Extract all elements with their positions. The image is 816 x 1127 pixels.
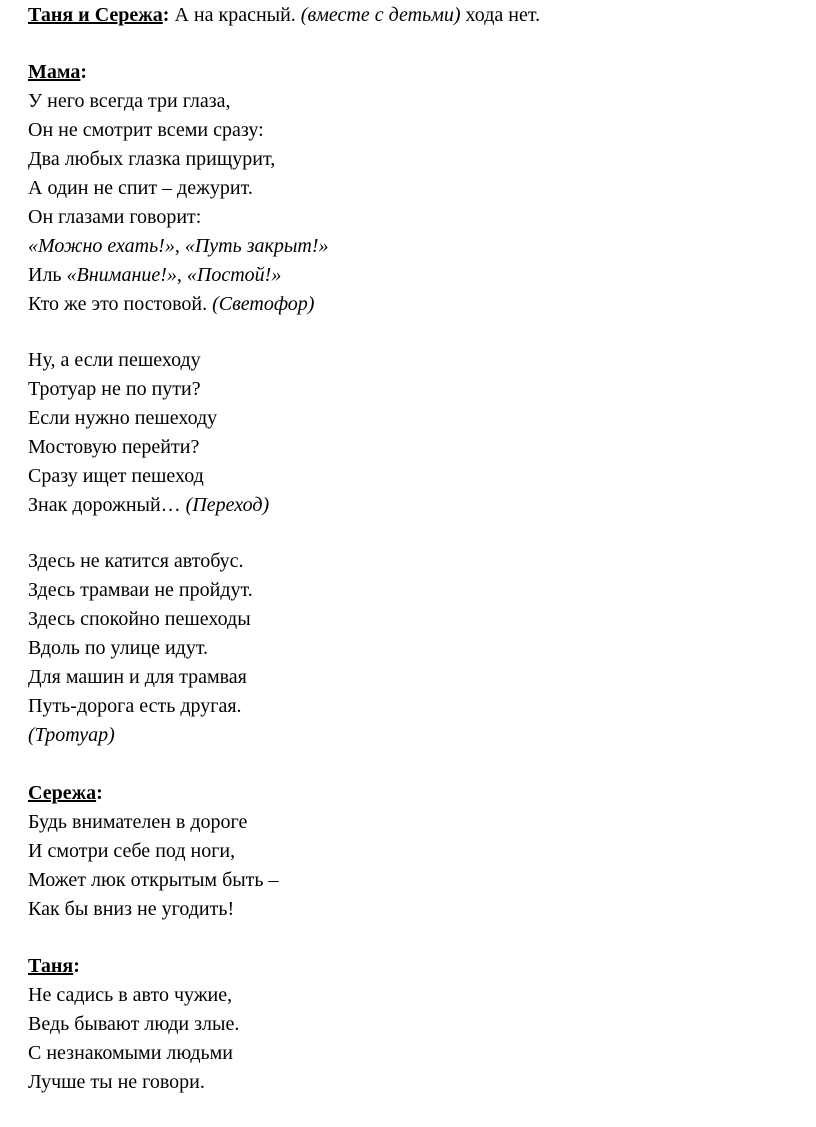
verse-line: Тротуар не по пути? [28, 378, 201, 400]
verse-line: Ну, а если пешеходу [28, 349, 201, 371]
speaker-heading: Сережа: [28, 782, 103, 804]
speaker-heading: Таня: [28, 955, 80, 977]
quote-text: «Можно ехать!» [28, 235, 175, 257]
verse-text: Знак дорожный… [28, 494, 181, 516]
verse-line [28, 493, 269, 517]
intro-text-end: хода нет. [465, 4, 541, 26]
verse-line: Путь-дорога есть другая. [28, 695, 242, 717]
verse-text: Кто же это постовой. [28, 293, 208, 315]
speaker-tanya-seryozha: Таня и Сережа [28, 4, 163, 26]
verse-line: Ведь бывают люди злые. [28, 1013, 240, 1035]
verse-line: У него всегда три глаза, [28, 90, 231, 112]
verse-line: Мостовую перейти? [28, 436, 200, 458]
verse-text: Иль [28, 264, 62, 286]
verse-line: Он не смотрит всеми сразу: [28, 119, 264, 141]
speaker-tanya: Таня [28, 955, 74, 977]
verse-line: Здесь не катится автобус. [28, 550, 244, 572]
verse-line: С незнакомыми людьми [28, 1042, 233, 1064]
verse-line: Будь внимателен в дороге [28, 811, 248, 833]
quote-text: «Внимание!» [66, 264, 177, 286]
verse-line: Может люк открытым быть – [28, 869, 279, 891]
verse-line: Два любых глазка прищурит, [28, 148, 276, 170]
verse-line: Сразу ищет пешеход [28, 465, 204, 487]
intro-text: А на красный. [174, 4, 296, 26]
verse-line: Здесь спокойно пешеходы [28, 608, 251, 630]
verse-line: Как бы вниз не угодить! [28, 898, 235, 920]
verse-line: Не садись в авто чужие, [28, 984, 233, 1006]
riddle-answer: (Светофор) [212, 293, 315, 315]
quote-text: «Путь закрыт!» [184, 235, 329, 257]
verse-line: Если нужно пешеходу [28, 407, 218, 429]
verse-line: Здесь трамваи не пройдут. [28, 579, 253, 601]
verse-line: Он глазами говорит: [28, 206, 202, 228]
verse-line: А один не спит – дежурит. [28, 177, 253, 199]
quote-text: «Постой!» [186, 264, 282, 286]
verse-line: Вдоль по улице идут. [28, 637, 209, 659]
verse-line: Для машин и для трамвая [28, 666, 247, 688]
verse-line: Лучше ты не говори. [28, 1071, 205, 1093]
speaker-mama: Мама [28, 61, 81, 83]
intro-stage-direction: (вместе с детьми) [300, 4, 461, 26]
riddle-answer: (Тротуар) [28, 724, 115, 746]
verse-line: Иль «Внимание!», «Постой!» [28, 264, 282, 286]
verse-line: «Можно ехать!», «Путь закрыт!» [28, 235, 329, 257]
intro-line: Таня и Сережа: А на красный. (вместе с детьми) хода нет. [28, 4, 541, 26]
speaker-seryozha: Сережа [28, 782, 97, 804]
verse-line [28, 292, 314, 316]
riddle-answer: (Переход) [185, 494, 270, 516]
speaker-heading: Мама: [28, 61, 88, 83]
verse-line: И смотри себе под ноги, [28, 840, 236, 862]
